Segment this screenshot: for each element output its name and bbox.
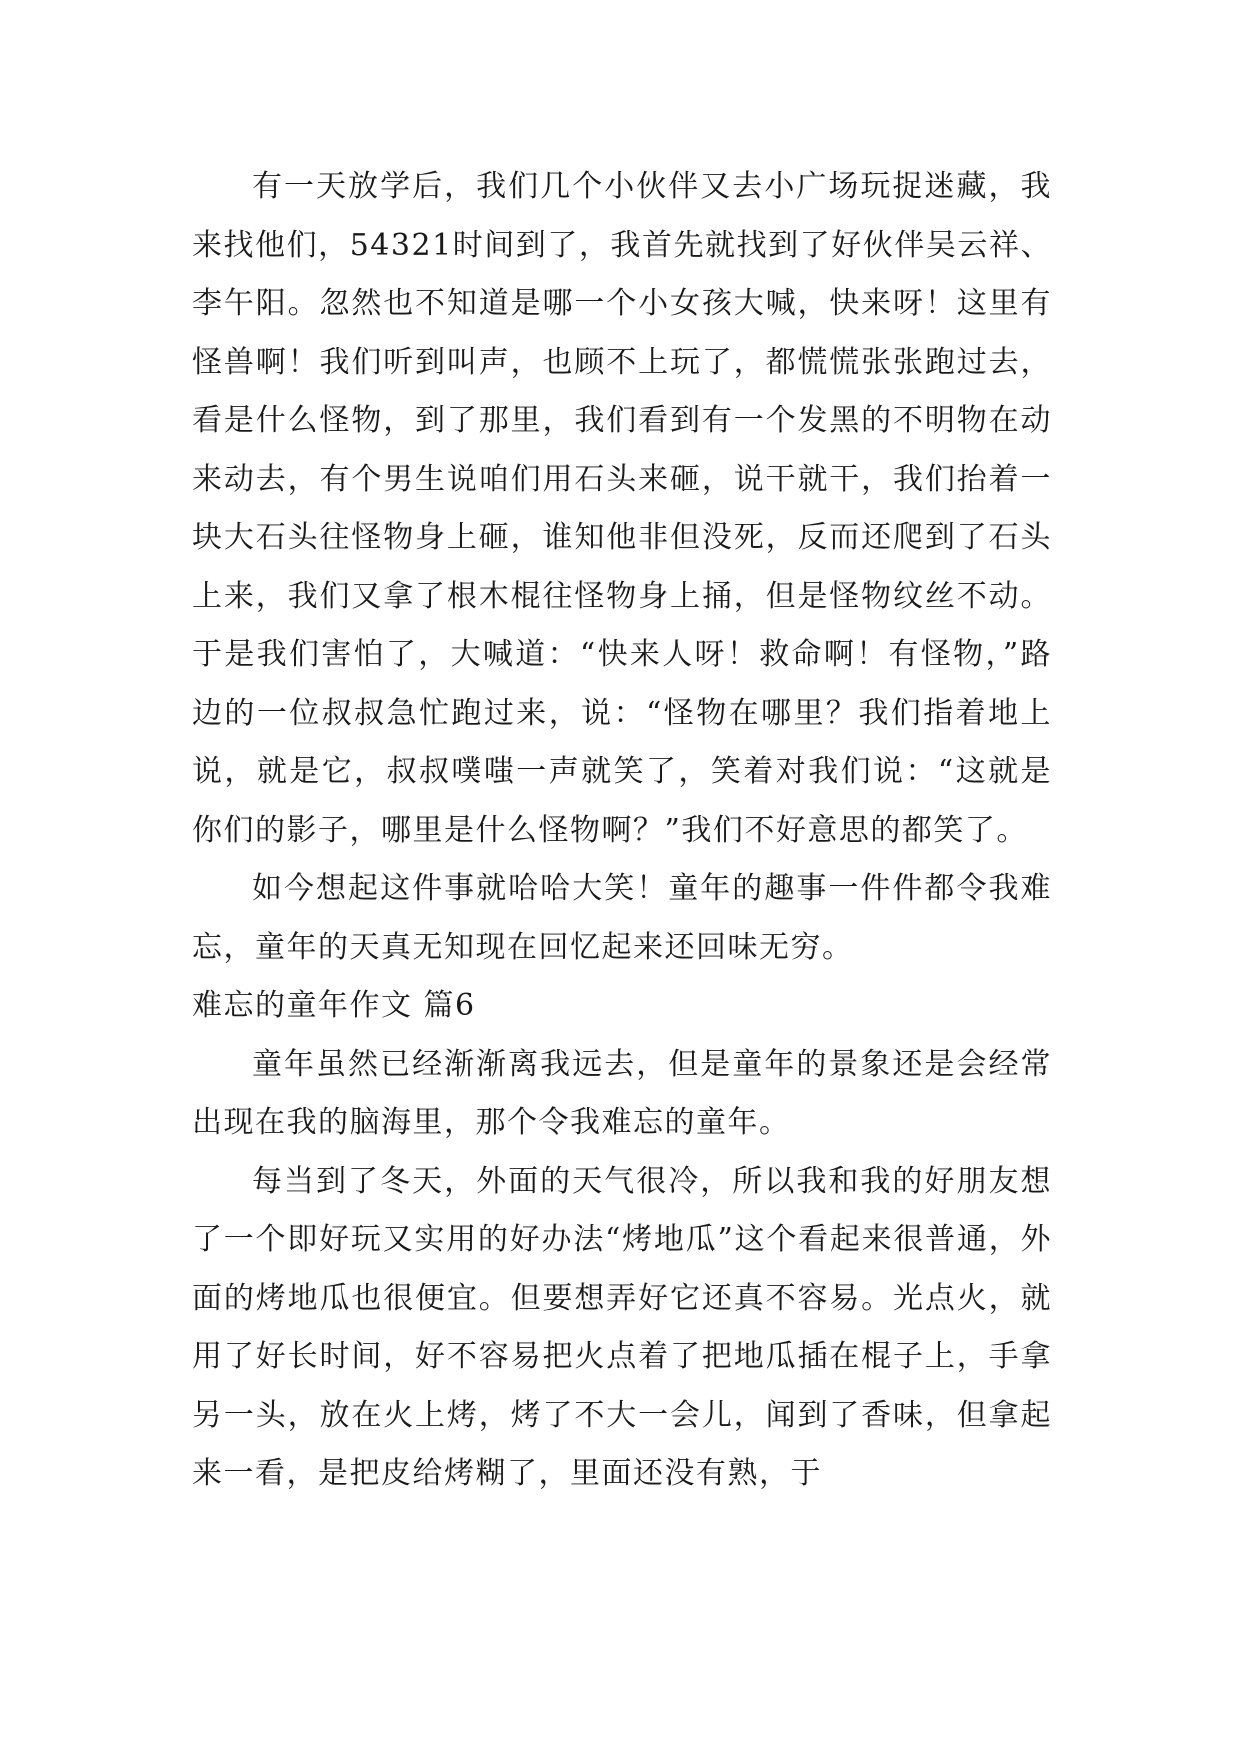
document-body [192,158,1052,1504]
paragraph-memory-reflection: 如今想起这件事就哈哈大笑！童年的趣事一件件都令我难忘，童年的天真无知现在回忆起来还回味无穷。 [192,871,1052,965]
paragraph-childhood-intro: 童年虽然已经渐渐离我远去，但是童年的景象还是会经常出现在我的脑海里，那个令我难忘的童年。 [192,1046,1052,1140]
section-heading: 难忘的童年作文 篇6 [192,988,476,1023]
paragraph-roasting-sweet-potato: 每当到了冬天，外面的天气很冷，所以我和我的好朋友想了一个即好玩又实用的好办法“烤地瓜”这个看起来很普通，外面的烤地瓜也很便宜。但要想弄好它还真不容易。光点火，就用了好长时间，好不容易把火点着了把地瓜插在棍子上，手拿另一头，放在火上烤，烤了不大一会儿，闻到了香味，但拿起来一看，是把皮给烤糊了，里面还没有熟，于 [192,1163,1052,1491]
paragraph-hide-and-seek-story: 有一天放学后，我们几个小伙伴又去小广场玩捉迷藏，我来找他们，54321时间到了，我首先就找到了好伙伴吴云祥、李午阳。忽然也不知道是哪一个小女孩大喊，快来呀！这里有怪兽啊！我们听到叫声，也顾不上玩了，都慌慌张张跑过去，看是什么怪物，到了那里，我们看到有一个发黑的不明物在动来动去，有个男生说咱们用石头来砸，说干就干，我们抬着一块大石头往怪物身上砸，谁知他非但没死，反而还爬到了石头上来，我们又拿了根木棍往怪物身上捅，但是怪物纹丝不动。于是我们害怕了，大喊道：“快来人呀！救命啊！有怪物，”路边的一位叔叔急忙跑过来，说：“怪物在哪里？我们指着地上说，就是它，叔叔噗嗤一声就笑了，笑着对我们说：“这就是你们的影子，哪里是什么怪物啊？”我们不好意思的都笑了。 [192,169,1052,848]
